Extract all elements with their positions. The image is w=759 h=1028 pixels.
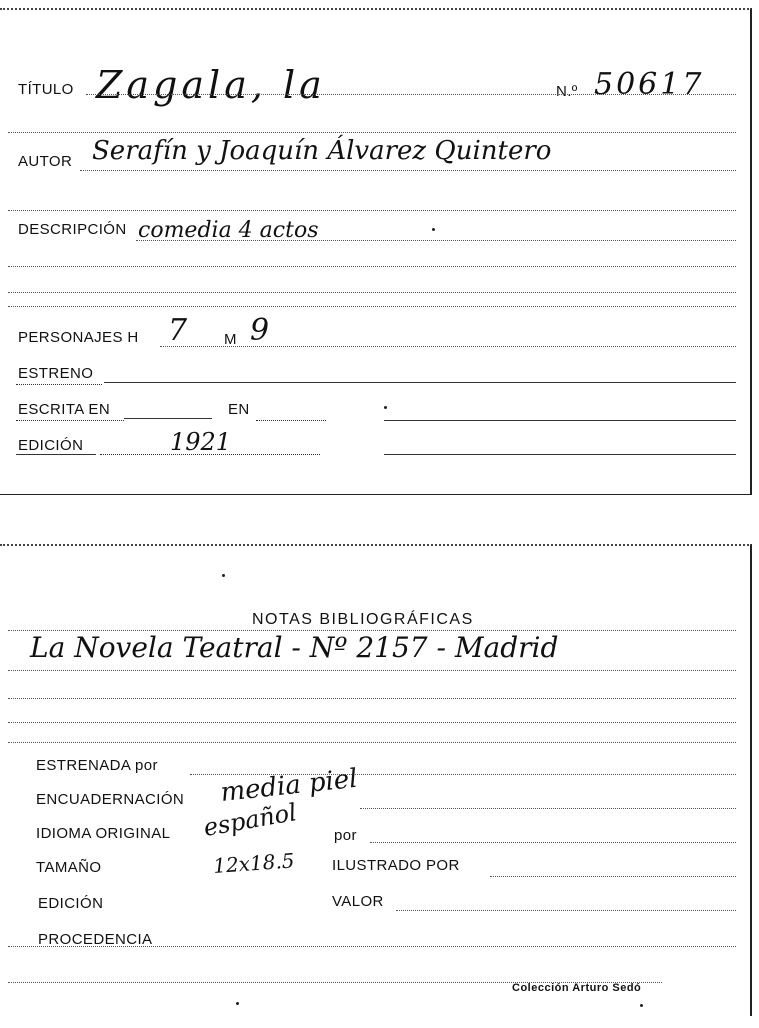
personajes-label: PERSONAJES H: [18, 329, 139, 346]
estreno-underline: [16, 384, 102, 385]
personajes-h-value: 7: [168, 313, 188, 348]
encuadernacion-label: ENCUADERNACIÓN: [36, 791, 185, 808]
descripcion-value: comedia 4 actos: [138, 218, 319, 243]
row-line: [136, 240, 736, 241]
ink-speck: [384, 406, 387, 409]
personajes-m-value: 9: [250, 313, 270, 348]
row-line: [8, 266, 736, 267]
row-line: [370, 842, 736, 843]
estreno-label: ESTRENO: [18, 365, 94, 382]
row-line: [8, 630, 736, 631]
edicion-label: EDICIÓN: [18, 437, 84, 454]
valor-label: VALOR: [332, 893, 384, 910]
ink-speck: [432, 228, 435, 231]
row-line: [160, 346, 736, 347]
edicion2-label: EDICIÓN: [38, 895, 104, 912]
estrenada-label: ESTRENADA por: [36, 757, 158, 774]
row-line: [490, 876, 736, 877]
row-line: [8, 698, 736, 699]
ink-speck: [222, 574, 225, 577]
en-label: EN: [228, 401, 250, 418]
ink-speck: [236, 1002, 239, 1005]
personajes-m-label: M: [224, 331, 237, 348]
row-line: [8, 670, 736, 671]
procedencia-label: PROCEDENCIA: [38, 931, 153, 948]
autor-label: AUTOR: [18, 153, 73, 170]
estreno-line: [104, 382, 736, 383]
row-line: [8, 742, 736, 743]
en-line: [256, 420, 326, 421]
row-line: [396, 910, 736, 911]
numero-label: N.º: [556, 83, 578, 100]
edicion-line-right: [384, 454, 736, 455]
escrita-underline: [16, 420, 124, 421]
notes-value: La Novela Teatral - Nº 2157 - Madrid: [30, 631, 559, 664]
edicion-line-mid: [100, 454, 320, 455]
row-line: [8, 306, 736, 307]
row-line: [8, 132, 736, 133]
notes-heading: NOTAS BIBLIOGRÁFICAS: [252, 611, 474, 628]
row-line: [8, 722, 736, 723]
tamano-value: 12x18.5: [212, 848, 296, 878]
autor-value: Serafín y Joaquín Álvarez Quintero: [92, 136, 552, 166]
titulo-label: TÍTULO: [18, 81, 74, 98]
ilustrado-label: ILUSTRADO POR: [332, 857, 460, 874]
row-line: [8, 292, 736, 293]
idioma-label: IDIOMA ORIGINAL: [36, 825, 171, 842]
numero-value: 50617: [594, 67, 705, 102]
tamano-label: TAMAÑO: [36, 859, 102, 876]
escrita-line: [124, 418, 212, 419]
idioma-value: español: [201, 798, 299, 842]
titulo-value: Zagala, la: [96, 63, 326, 107]
row-line: [360, 808, 736, 809]
catalog-card-main: [0, 8, 752, 495]
edicion-value: 1921: [170, 428, 232, 456]
row-line: [8, 210, 736, 211]
escrita-label: ESCRITA EN: [18, 401, 111, 418]
row-line: [8, 946, 736, 947]
descripcion-label: DESCRIPCIÓN: [18, 221, 127, 238]
encuadernacion-value: media piel: [219, 763, 359, 808]
en-line-right: [384, 420, 736, 421]
catalog-card-notes: [0, 544, 752, 1016]
por-label: por: [334, 827, 357, 844]
edicion-line-left: [16, 454, 96, 455]
row-line: [80, 170, 736, 171]
row-line: [86, 94, 736, 95]
collection-credit: Colección Arturo Sedó: [512, 982, 642, 994]
ink-speck: [640, 1004, 643, 1007]
